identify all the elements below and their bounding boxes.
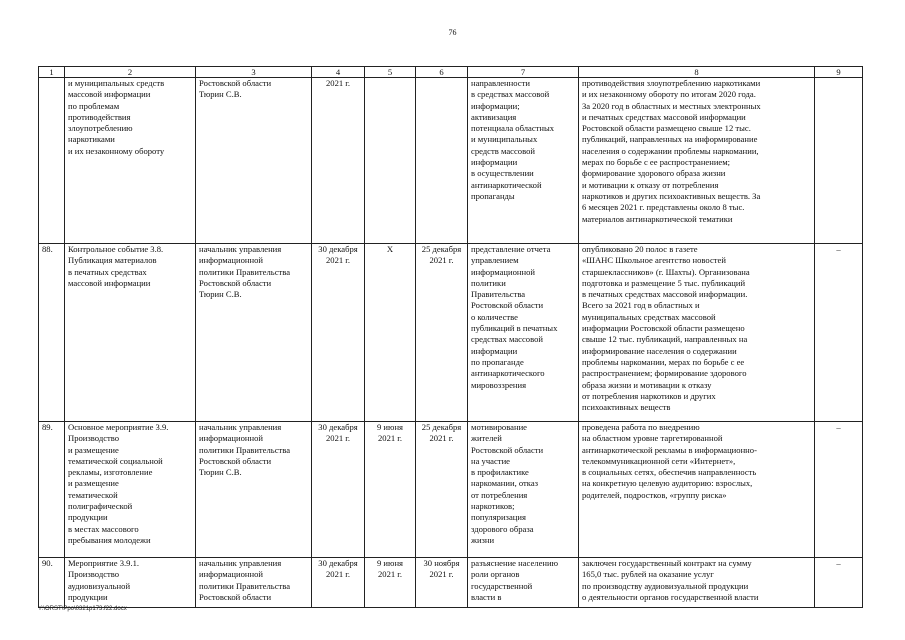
actual-end: 30 ноября 2021 г.	[416, 558, 468, 608]
actual-end: 25 декабря 2021 г.	[416, 422, 468, 558]
planned-date: 30 декабря 2021 г.	[312, 558, 365, 608]
responsible-person: Ростовской области Тюрин С.В.	[196, 78, 312, 244]
expected-result: разъяснение населению роли органов государственной власти в	[468, 558, 579, 608]
col-header-3: 3	[196, 67, 312, 78]
note: –	[815, 422, 863, 558]
actual-result: заключен государственный контракт на сумму 165,0 тыс. рублей на оказание услуг по производству аудиовизуальной продукции о деятельности органов государственной власти	[579, 558, 815, 608]
col-header-8: 8	[579, 67, 815, 78]
actual-end: 25 декабря 2021 г.	[416, 244, 468, 422]
actual-result: проведена работа по внедрению на областном уровне таргетированной антинаркотической рекламы в информационно- телекоммуникационной сети «Интернет», в социальных сетях, обеспечив направленность на конкретную целевую аудиторию: взрослых, родителей, подростков, «группу риска»	[579, 422, 815, 558]
row-number: 89.	[39, 422, 65, 558]
actual-start	[365, 78, 416, 244]
responsible-person: начальник управления информационной политики Правительства Ростовской области Тюрин С.В.	[196, 422, 312, 558]
table-row	[39, 422, 863, 558]
table-row	[39, 244, 863, 422]
responsible-person: начальник управления информационной политики Правительства Ростовской области	[196, 558, 312, 608]
planned-date: 2021 г.	[312, 78, 365, 244]
actual-result: опубликовано 20 полос в газете «ШАНС Школьное агентство новостей старшеклассников» (г. Шахты). Организована подготовка и размещение 5 тыс. публикаций в печатных средствах массовой информации. Всего за 2021 год в областных и муниципальных средствах массовой информации Ростовской области размещено свыше 12 тыс. публикаций, направленных на информирование населения о содержании проблемы наркомании, мерах по борьбе с ее распространением; формирование здорового образа жизни и мотивации к отказу от потребления наркотиков и других психоактивных веществ	[579, 244, 815, 422]
report-table	[38, 66, 863, 608]
expected-result: мотивирование жителей Ростовской области на участие в профилактике наркомании, отказ от потребления наркотиков; популяризация здорового образа жизни	[468, 422, 579, 558]
row-number: 90.	[39, 558, 65, 608]
row-number: 88.	[39, 244, 65, 422]
file-path-footer: Y:\ORST\Ppo\0321p173.f22.docx	[38, 606, 127, 612]
table-row	[39, 78, 863, 244]
actual-start: X	[365, 244, 416, 422]
responsible-person: начальник управления информационной политики Правительства Ростовской области Тюрин С.В.	[196, 244, 312, 422]
col-header-1: 1	[39, 67, 65, 78]
planned-date: 30 декабря 2021 г.	[312, 244, 365, 422]
event-name: и муниципальных средств массовой информации по проблемам противодействия злоупотреблению наркотиками и их незаконному обороту	[65, 78, 196, 244]
actual-start: 9 июня 2021 г.	[365, 558, 416, 608]
event-name: Основное мероприятие 3.9. Производство и размещение тематической социальной рекламы, изготовление и размещение тематической полиграфической продукции в местах массового пребывания молодежи	[65, 422, 196, 558]
note	[815, 78, 863, 244]
planned-date: 30 декабря 2021 г.	[312, 422, 365, 558]
note: –	[815, 558, 863, 608]
note: –	[815, 244, 863, 422]
table-row	[39, 558, 863, 608]
row-number	[39, 78, 65, 244]
col-header-2: 2	[65, 67, 196, 78]
col-header-5: 5	[365, 67, 416, 78]
actual-start: 9 июня 2021 г.	[365, 422, 416, 558]
expected-result: представление отчета управлением информационной политики Правительства Ростовской области о количестве публикаций в печатных средствах массовой информации по пропаганде антинаркотического мировоззрения	[468, 244, 579, 422]
actual-result: противодействия злоупотреблению наркотиками и их незаконному обороту по итогам 2020 года. За 2020 год в областных и местных электронных и печатных средствах массовой информации Ростовской области размещено свыше 12 тыс. публикаций, направленных на информирование населения о содержании проблемы наркомании, мерах по борьбе с ее распространением; формирование здорового образа жизни и мотивации к отказу от потребления наркотиков и других психоактивных веществ. За 6 месяцев 2021 г. представлены около 8 тыс. материалов антинаркотической тематики	[579, 78, 815, 244]
expected-result: направленности в средствах массовой информации; активизация потенциала областных и муниципальных средств массовой информации в осуществлении антинаркотической пропаганды	[468, 78, 579, 244]
event-name: Контрольное событие 3.8. Публикация материалов в печатных средствах массовой информации	[65, 244, 196, 422]
event-name: Мероприятие 3.9.1. Производство аудиовизуальной продукции	[65, 558, 196, 608]
col-header-4: 4	[312, 67, 365, 78]
column-number-row	[39, 67, 863, 78]
actual-end	[416, 78, 468, 244]
col-header-7: 7	[468, 67, 579, 78]
col-header-9: 9	[815, 67, 863, 78]
col-header-6: 6	[416, 67, 468, 78]
page-number: 76	[448, 28, 457, 37]
